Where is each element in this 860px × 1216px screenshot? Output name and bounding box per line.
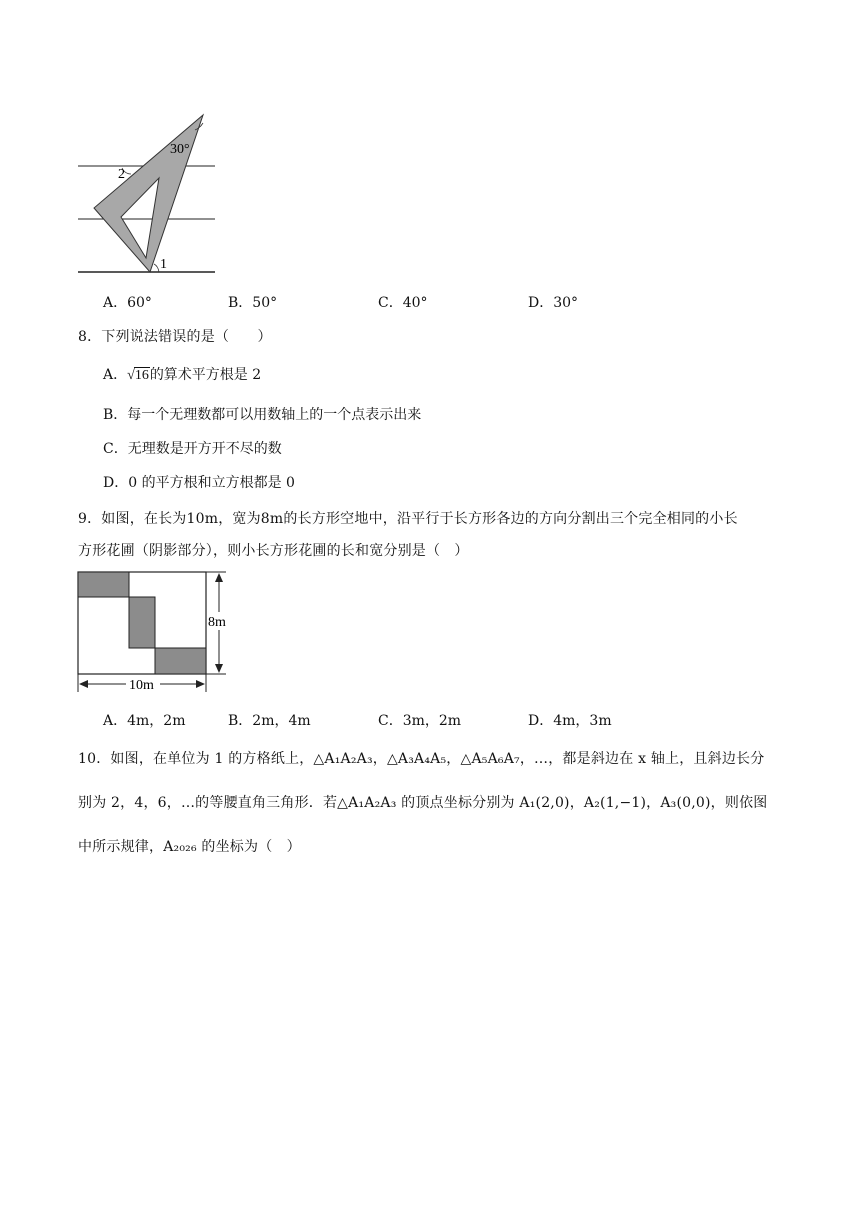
- garden-1: [78, 572, 129, 597]
- q7-option-a[interactable]: A．60°: [103, 295, 152, 311]
- q7-option-c[interactable]: C．40°: [378, 295, 428, 311]
- angle-2-label: 2: [118, 167, 125, 182]
- q10-stem-line2: 别为 2，4，6，…的等腰直角三角形．若△A₁A₂A₃ 的顶点坐标分别为 A₁(2,0)，A₂(1,−1)，A₃(0,0)，则依图: [78, 795, 768, 811]
- angle-1-label: 1: [160, 257, 167, 272]
- height-arrow-down-icon: [215, 664, 223, 673]
- q10-stem-line3: 中所示规律，A₂₀₂₆ 的坐标为（ ）: [78, 839, 301, 855]
- q7-figure: [70, 108, 220, 280]
- q8-option-a[interactable]: [103, 364, 261, 384]
- q8-option-a-text: 的算术平方根是 2: [149, 367, 262, 383]
- q9-stem-line1: 9．如图，在长为10m，宽为8m的长方形空地中，沿平行于长方形各边的方向分割出三个完全相同的小长: [78, 511, 738, 527]
- q8-option-c[interactable]: C．无理数是开方开不尽的数: [103, 441, 282, 457]
- triangle-ruler: [94, 115, 203, 272]
- q8-stem: 8．下列说法错误的是（ ）: [78, 329, 272, 345]
- angle-30-label: 30°: [170, 142, 190, 157]
- garden-2: [129, 597, 155, 648]
- garden-3: [155, 648, 206, 674]
- height-arrow-up-icon: [215, 573, 223, 582]
- width-arrow-right-icon: [196, 680, 205, 688]
- q7-option-d[interactable]: D．30°: [528, 295, 579, 311]
- q9-option-c[interactable]: C．3m，2m: [378, 713, 462, 729]
- sqrt-symbol: √: [127, 368, 135, 383]
- q8-option-a-prefix: A．: [103, 367, 128, 383]
- q9-figure: [74, 568, 234, 698]
- q9-option-a[interactable]: A．4m，2m: [103, 713, 186, 729]
- sqrt-radicand: 16: [134, 368, 149, 383]
- q9-stem-line2: 方形花圃（阴影部分），则小长方形花圃的长和宽分别是（ ）: [78, 543, 469, 559]
- q8-option-b[interactable]: B．每一个无理数都可以用数轴上的一个点表示出来: [103, 407, 422, 423]
- q7-option-b[interactable]: B．50°: [228, 295, 278, 311]
- width-arrow-left-icon: [79, 680, 88, 688]
- q10-stem-line1: 10．如图，在单位为 1 的方格纸上，△A₁A₂A₃，△A₃A₄A₅，△A₅A₆A₇，…，都是斜边在 x 轴上，且斜边长分: [78, 751, 765, 767]
- angle-1-arc: [154, 264, 159, 272]
- width-label: 10m: [129, 678, 154, 693]
- q9-option-d[interactable]: D．4m，3m: [528, 713, 612, 729]
- q8-option-d[interactable]: D．0 的平方根和立方根都是 0: [103, 475, 295, 491]
- q9-option-b[interactable]: B．2m，4m: [228, 713, 311, 729]
- height-label: 8m: [208, 615, 226, 630]
